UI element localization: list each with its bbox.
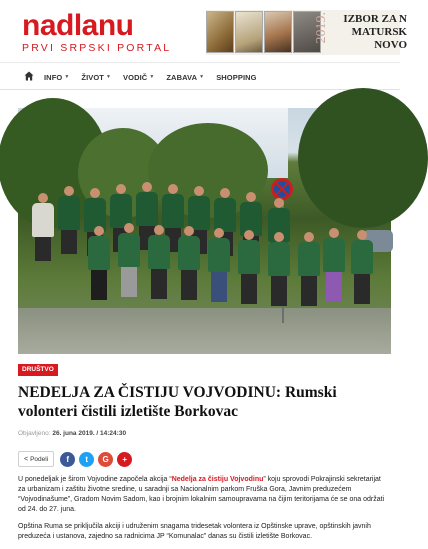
article-paragraph: [18, 475, 390, 515]
photo-person: [208, 228, 230, 302]
article-paragraph: Opština Ruma se priključila akciji i udruženim snagama tridesetak volontera iz Opštinske uprave, opštinskih javnih preduzeća i ustanova, zajedno sa radnicima JP “Komunalac” danas su čistili izletište Borkovac.: [18, 523, 371, 540]
logo-tagline: PRVI SRPSKI PORTAL: [22, 42, 172, 54]
ad-line: IZBOR ZA N: [343, 13, 407, 25]
nav-item-shopping[interactable]: [216, 73, 256, 82]
photo-person: [323, 228, 345, 302]
ad-book-cover: [264, 11, 292, 53]
facebook-icon[interactable]: f: [60, 452, 75, 467]
nav-item-vodic[interactable]: [123, 73, 154, 82]
twitter-icon[interactable]: t: [79, 452, 94, 467]
share-button[interactable]: [18, 451, 54, 467]
photo-person: [88, 226, 110, 300]
photo-person: [32, 193, 54, 261]
ad-text: [329, 13, 419, 52]
chevron-down-icon: ▼: [149, 74, 155, 80]
photo-person: [148, 225, 170, 299]
home-icon[interactable]: [24, 71, 34, 81]
published-date: 26. juna 2019. / 14:24:30: [52, 430, 127, 437]
ad-line: MATURSK: [351, 26, 407, 38]
category-badge[interactable]: DRUŠTVO: [18, 364, 58, 376]
nav-item-label: ZABAVA: [166, 72, 198, 82]
photo-person: [298, 232, 320, 306]
photo-person: [118, 223, 140, 297]
article-photo[interactable]: [18, 108, 391, 354]
photo-person: [351, 230, 373, 304]
chevron-down-icon: ▼: [105, 74, 112, 80]
site-logo[interactable]: [22, 9, 172, 54]
nav-item-info[interactable]: [44, 73, 69, 82]
ad-line: NOVO: [374, 39, 407, 51]
paragraph-text: ” koju sprovodi Pokrajinski sekretarijat za urbanizam i zaštitu životne sredine, u saradnji sa Nacionalnim parkom Fruška Gora, Javnim preduzećem “Vojvodinašume”, Gradom Novim Sadom, kao i brojnim lokalnim samoupravama na čijim teritorijama će se ona održati od 24. do 27. juna.: [18, 476, 385, 513]
photo-ground: [18, 308, 391, 354]
main-navigation: [0, 62, 400, 90]
article-title: NEDELJA ZA ČISTIJU VOJVODINU: Rumski volonteri čistili izletište Borkovac: [18, 384, 337, 420]
ad-book-cover: [206, 11, 234, 53]
logo-wordmark: nadlanu: [22, 9, 134, 42]
photo-person: [58, 186, 80, 254]
ad-year: 2019.: [314, 12, 329, 44]
share-bar: [18, 451, 136, 467]
ad-book-cover: [235, 11, 263, 53]
chevron-down-icon: ▼: [199, 74, 205, 80]
photo-person: [178, 226, 200, 300]
add-icon[interactable]: +: [117, 452, 132, 467]
site-header: [0, 0, 407, 62]
published-label: Objavljeno:: [18, 430, 51, 437]
photo-person: [238, 230, 260, 304]
paragraph-text: U ponedeljak je širom Vojvodine započela akcija “: [18, 476, 172, 483]
no-stopping-sign-icon: [271, 178, 293, 200]
nav-item-label: SHOPPING: [216, 72, 257, 82]
nav-item-zivot[interactable]: [81, 73, 111, 82]
google-plus-icon[interactable]: G: [98, 452, 113, 467]
nav-item-label: INFO: [44, 72, 63, 82]
photo-person: [268, 232, 290, 306]
article-meta: [18, 430, 126, 437]
share-icon: <: [24, 455, 29, 463]
chevron-down-icon: ▼: [64, 74, 70, 80]
nav-item-label: VODIČ: [123, 72, 148, 82]
nav-item-label: ŽIVOT: [81, 72, 104, 82]
share-label: Podeli: [30, 455, 49, 463]
photo-tree: [298, 88, 428, 228]
nav-item-zabava[interactable]: [166, 73, 204, 82]
campaign-link[interactable]: Nedelja za čistiju Vojvodinu: [171, 476, 264, 483]
article-body: [18, 475, 390, 549]
header-advertisement[interactable]: [206, 10, 407, 55]
